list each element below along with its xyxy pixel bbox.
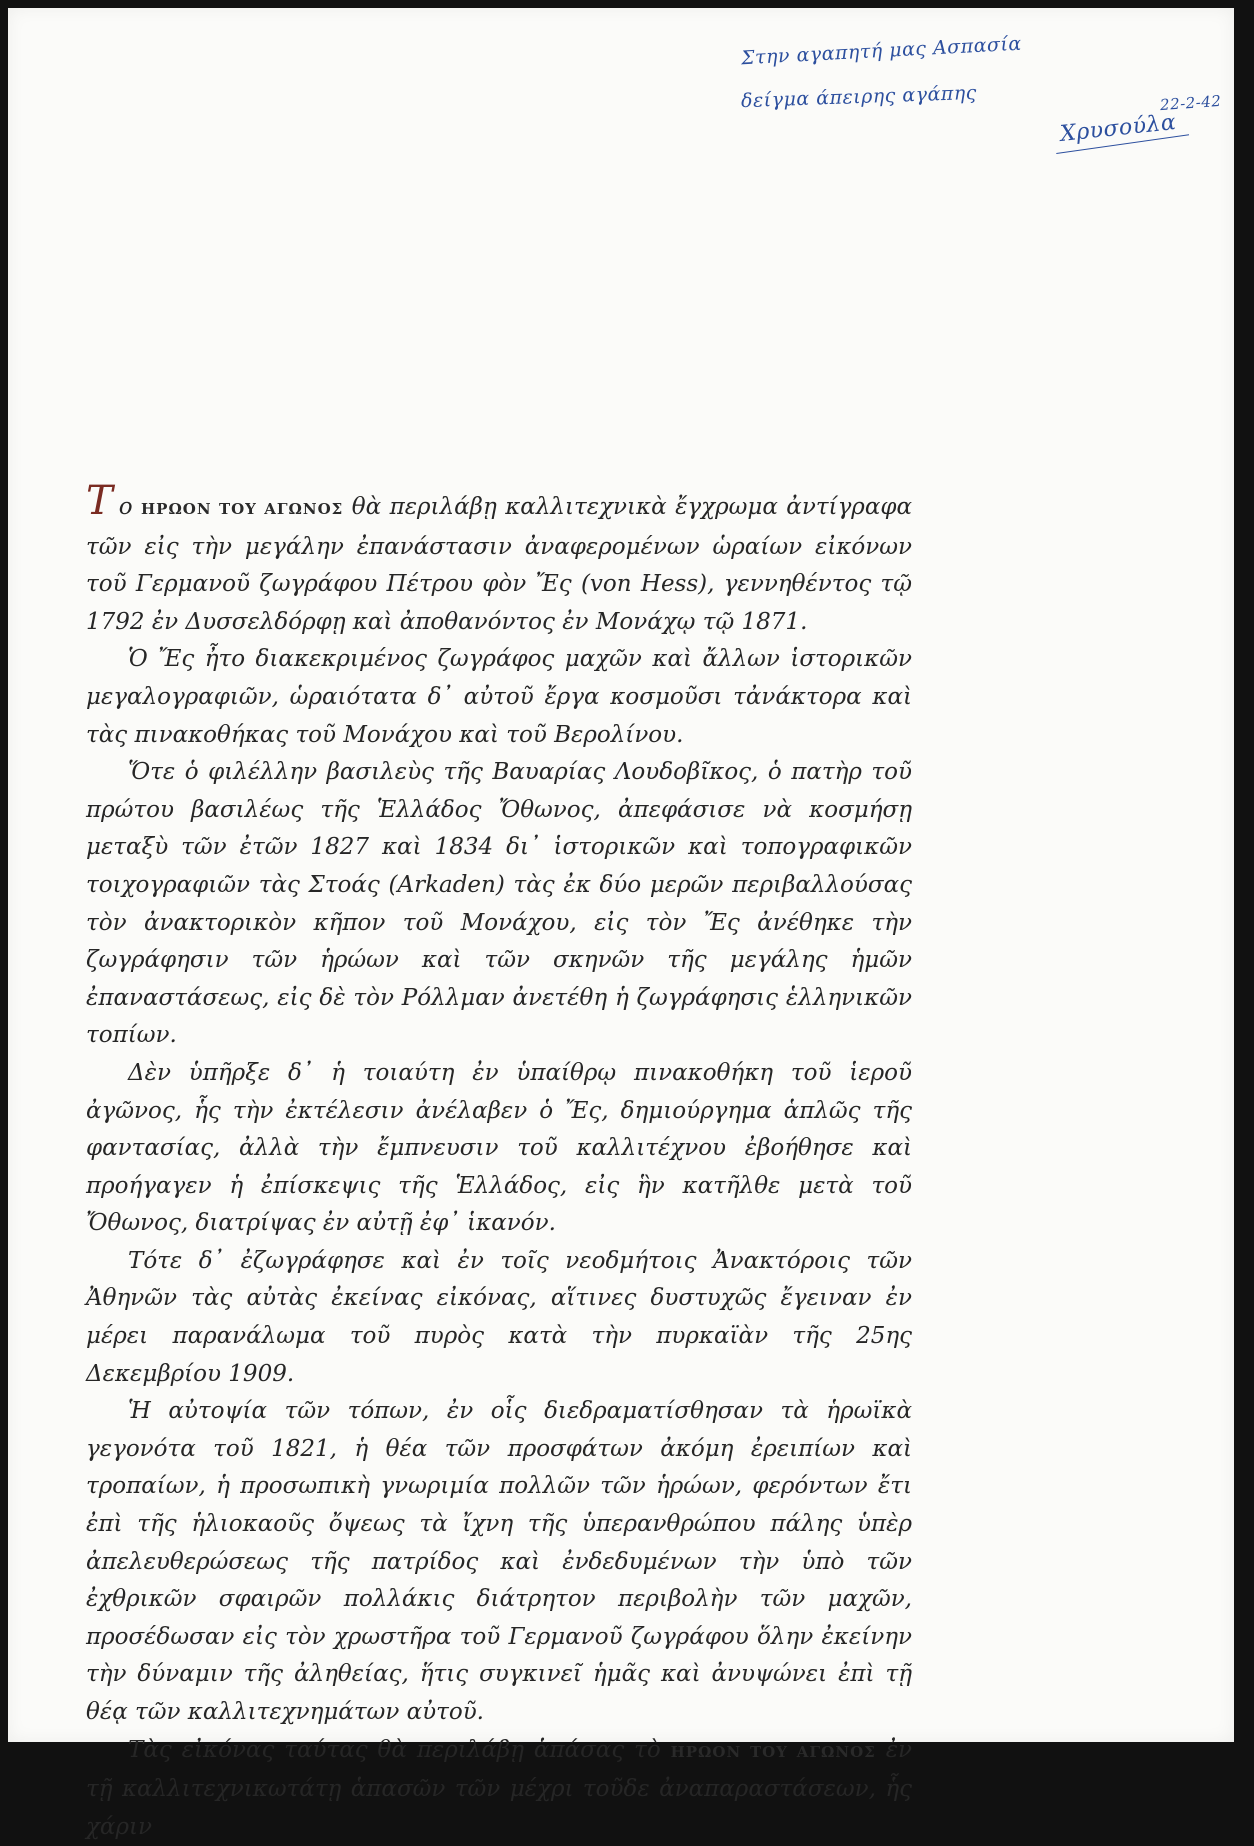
paragraph-7 — [86, 1732, 912, 1846]
document-page — [8, 8, 1234, 1840]
paragraph-1-lead: ο — [118, 494, 141, 520]
paragraph-6: Ἡ αὐτοψία τῶν τόπων, ἐν οἷς διεδραματίσθησαν τὰ ἡρωϊκὰ γεγονότα τοῦ 1821, ἡ θέα τῶν προσφάτων ἀκόμη ἐρειπίων καὶ τροπαίων, ἡ προσωπικὴ γνωριμία πολλῶν τῶν ἡρώων, φερόντων ἔτι ἐπὶ τῆς ἡλιοκαοῦς ὄψεως τὰ ἴχνη τῆς ὑπερανθρώπου πάλης ὑπὲρ ἀπελευθερώσεως τῆς πατρίδος καὶ ἐνδεδυμένων τὴν ὑπὸ τῶν ἐχθρικῶν σφαιρῶν πολλάκις διάτρητον περιβολὴν τῶν μαχῶν, προσέδωσαν εἰς τὸν χρωστῆρα τοῦ Γερμανοῦ ζωγράφου ὅλην ἐκείνην τὴν δύναμιν τῆς ἀληθείας, ἥτις συγκινεῖ ἡμᾶς καὶ ἀνυψώνει ἐπὶ τῇ θέᾳ τῶν καλλιτεχνημάτων αὐτοῦ. — [86, 1398, 912, 1725]
paragraph-5: Τότε δ᾿ ἐζωγράφησε καὶ ἐν τοῖς νεοδμήτοις Ἀνακτόροις τῶν Ἀθηνῶν τὰς αὐτὰς ἐκείνας εἰκόνας, αἵτινες δυστυχῶς ἔγειναν ἐν μέρει παρανάλωμα τοῦ πυρὸς κατὰ τὴν πυρκαϊὰν τῆς 25ης Δεκεμβρίου 1909. — [86, 1247, 912, 1387]
work-title: ΗΡΩΟΝ ΤΟΥ ΑΓΩΝΟΣ — [141, 500, 344, 518]
inscription-date: 22-2-42 — [1159, 91, 1222, 115]
inscription-signature: Χρυσούλα — [1059, 109, 1178, 148]
drop-cap: Τ — [86, 478, 113, 524]
article-body — [86, 478, 913, 1846]
paragraph-7-text: ἐν τῇ καλλιτεχνικωτάτῃ ἁπασῶν τῶν μέχρι τοῦδε ἀναπαραστάσεων, ἧς χάριν — [86, 1736, 913, 1840]
paragraph-1-text: θὰ περιλάβῃ καλλιτεχνικὰ ἔγχρωμα ἀντίγραφα τῶν εἰς τὴν μεγάλην ἐπανάστασιν ἀναφερομένων ὡραίων εἰκόνων τοῦ Γερμανοῦ ζωγράφου Πέτρου φὸν Ἔς (von Hess), γεννηθέντος τῷ 1792 ἐν Δυσσελδόρφῃ καὶ ἀποθανόντος ἐν Μονάχῳ τῷ 1871. — [86, 494, 912, 635]
paragraph-3: Ὅτε ὁ φιλέλλην βασιλεὺς τῆς Βαυαρίας Λουδοβῖκος, ὁ πατὴρ τοῦ πρώτου βασιλέως τῆς Ἑλλάδος Ὄθωνος, ἀπεφάσισε νὰ κοσμήσῃ μεταξὺ τῶν ἐτῶν 1827 καὶ 1834 δι᾿ ἱστορικῶν καὶ τοπογραφικῶν τοιχογραφιῶν τὰς Στοάς (Arkaden) τὰς ἐκ δύο μερῶν περιβαλλούσας τὸν ἀνακτορικὸν κῆπον τοῦ Μονάχου, εἰς τὸν Ἔς ἀνέθηκε τὴν ζωγράφησιν τῶν ἡρώων καὶ τῶν σκηνῶν τῆς μεγάλης ἡμῶν ἐπαναστάσεως, εἰς δὲ τὸν Ρόλλμαν ἀνετέθη ἡ ζωγράφησις ἑλληνικῶν τοπίων. — [86, 759, 912, 1049]
work-title-2: ΗΡΩΟΝ ΤΟΥ ΑΓΩΝΟΣ — [670, 1742, 876, 1761]
paragraph-2: Ὁ Ἔς ἦτο διακεκριμένος ζωγράφος μαχῶν καὶ ἄλλων ἱστορικῶν μεγαλογραφιῶν, ὡραιότατα δ᾿ αὐτοῦ ἔργα κοσμοῦσι τἀνάκτορα καὶ τὰς πινακοθήκας τοῦ Μονάχου καὶ τοῦ Βερολίνου. — [86, 646, 912, 748]
inscription-line-1: Στην αγαπητή μας Ασπασία — [740, 32, 1023, 70]
paragraph-7-start: Τὰς εἰκόνας ταύτας θὰ περιλάβῃ ἁπάσας τὸ — [128, 1736, 671, 1763]
paragraph-4: Δὲν ὑπῆρξε δ᾿ ἡ τοιαύτη ἐν ὑπαίθρῳ πινακοθήκη τοῦ ἱεροῦ ἀγῶνος, ἧς τὴν ἐκτέλεσιν ἀνέλαβεν ὁ Ἔς, δημιούργημα ἁπλῶς τῆς φαντασίας, ἀλλὰ τὴν ἔμπνευσιν τοῦ καλλιτέχνου ἐβοήθησε καὶ προήγαγεν ἡ ἐπίσκεψις τῆς Ἑλλάδος, εἰς ἣν κατῆλθε μετὰ τοῦ Ὄθωνος, διατρίψας ἐν αὐτῇ ἐφ᾿ ἱκανόν. — [86, 1059, 912, 1237]
paragraph-1 — [86, 478, 912, 641]
inscription-line-2: δείγμα άπειρης αγάπης — [740, 81, 978, 113]
